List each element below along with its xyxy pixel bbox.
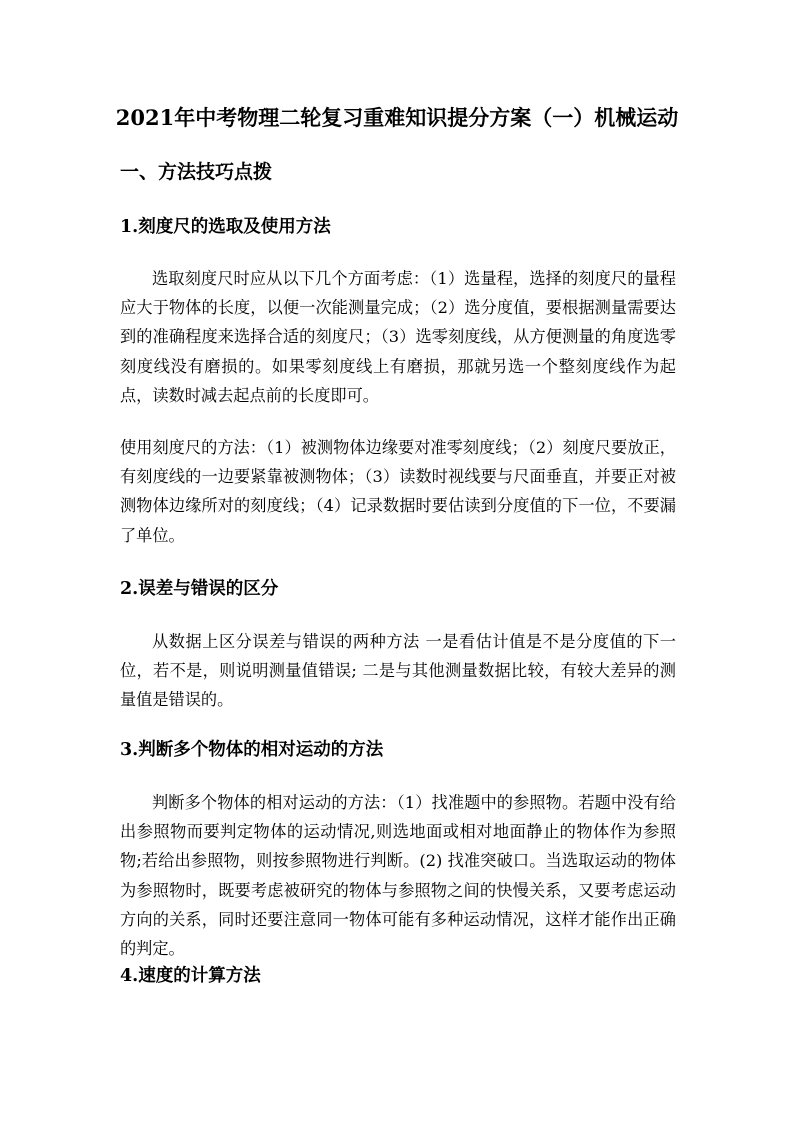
subheading-number: 4. (120, 966, 139, 986)
subheading-text: 速度的计算方法 (138, 966, 261, 986)
subheading-ruler (120, 214, 331, 240)
subheading-error (120, 576, 278, 602)
subheading-text: 判断多个物体的相对运动的方法 (138, 740, 384, 760)
section-heading-methods: 一、方法技巧点拨 (120, 161, 273, 183)
paragraph-relative-motion: 判断多个物体的相对运动的方法：（1）找准题中的参照物。若题中没有给出参照物而要判定物体的运动情况,则选地面或相对地面静止的物体作为参照物;若给出参照物，则按参照物进行判断。(2) 找准突破口。当选取运动的物体为参照物时，既要考虑被研究的物体与参照物之间的快慢关系，又要考虑运动方向的关系，同时还要注意同一物体可能有多种运动情况，这样才能作出正确的判定。 (120, 793, 676, 959)
document-title: 2021年中考物理二轮复习重难知识提分方案（一）机械运动 (115, 105, 679, 130)
subheading-relative-motion (120, 737, 383, 763)
subheading-number: 1. (120, 217, 139, 237)
subheading-number: 3. (120, 740, 139, 760)
subheading-text: 刻度尺的选取及使用方法 (138, 217, 331, 237)
paragraph-ruler-selection: 选取刻度尺时应从以下几个方面考虑：（1）选量程，选择的刻度尺的量程应大于物体的长度，以便一次能测量完成；（2）选分度值，要根据测量需要达到的准确程度来选择合适的刻度尺；（3）选零刻度线，从方便测量的角度选零刻度线没有磨损的。如果零刻度线上有磨损，那就另选一个整刻度线作为起点，读数时减去起点前的长度即可。 (120, 269, 676, 405)
paragraph-error-vs-mistake: 从数据上区分误差与错误的两种方法 一是看估计值是不是分度值的下一位，若不是，则说明测量值错误; 二是与其他测量数据比较，有较大差异的测量值是错误的。 (120, 632, 676, 710)
subheading-number: 2. (120, 579, 139, 599)
subheading-speed (120, 963, 261, 989)
paragraph-ruler-usage: 使用刻度尺的方法：（1）被测物体边缘要对准零刻度线；（2）刻度尺要放正，有刻度线的一边要紧靠被测物体；（3）读数时视线要与尺面垂直，并要正对被测物体边缘所对的刻度线；（4）记录数据时要估读到分度值的下一位，不要漏了单位。 (120, 438, 676, 545)
subheading-text: 误差与错误的区分 (138, 579, 279, 599)
